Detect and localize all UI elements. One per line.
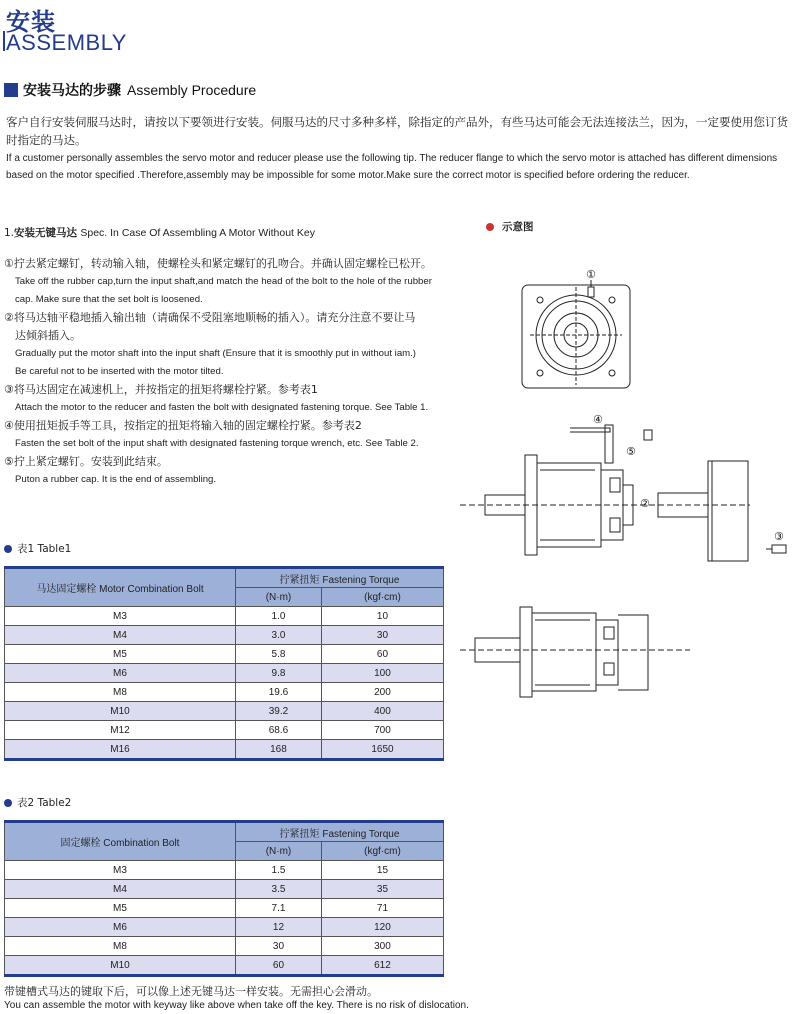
marker-3: ③ <box>774 530 784 543</box>
step-1-en-line1: Take off the rubber cap,turn the input shaft,and match the head of the bolt to the hole of the rubber <box>15 276 432 287</box>
table2-unit-kgfcm: (kgf·cm) <box>321 842 443 861</box>
table1-label <box>4 541 71 556</box>
table-row: M10 39.2 400 <box>5 702 444 721</box>
marker-1: ① <box>586 268 596 281</box>
table2-unit-nm: (N·m) <box>236 842 322 861</box>
blue-dot-icon <box>4 545 12 553</box>
side-view-exploded <box>460 425 786 561</box>
step-5-cn: ⑤拧上紧定螺钉。安装到此结束。 <box>4 455 168 468</box>
table-row: M4 3.0 30 <box>5 626 444 645</box>
table-row: M8 19.6 200 <box>5 683 444 702</box>
diagram-label-text: 示意图 <box>502 221 534 233</box>
table-row: M4 3.5 35 <box>5 880 444 899</box>
step-4-en: Fasten the set bolt of the input shaft with designated fastening torque wrench, etc. See Table 2. <box>15 438 419 449</box>
step-2-cn-cont: 达倾斜插入。 <box>15 329 81 342</box>
blue-dot-icon <box>4 799 12 807</box>
step-2-en-line1: Gradually put the motor shaft into the input shaft (Ensure that it is smoothly put in without iam.) <box>15 348 417 359</box>
table1-unit-nm: (N·m) <box>236 588 322 607</box>
table2 <box>4 820 444 977</box>
table2-torque-header: 拧紧扭矩 Fastening Torque <box>236 822 444 842</box>
intro-text-en: If a customer personally assembles the servo motor and reducer please use the following tip. The reducer flange to which the servo motor is attached has different dimensions based on the motor specified .Therefore,assembly may be impossible for some motor.Make sure the correct motor is specified before ordering the reducer. <box>6 153 778 181</box>
table1 <box>4 566 444 761</box>
step-3-en: Attach the motor to the reducer and fasten the bolt with designated fastening torque. See Table 1. <box>15 402 429 413</box>
step-heading-number: 1. <box>4 227 15 239</box>
step-1-cn: ①拧去紧定螺钉，转动输入轴，使螺栓头和紧定螺钉的孔吻合。并确认固定螺栓已松开。 <box>4 257 432 270</box>
side-view-assembled <box>460 607 690 697</box>
section-title-cn: 安装马达的步骤 <box>23 83 121 99</box>
table2-col-bolt-header: 固定螺栓 Combination Bolt <box>5 822 236 861</box>
steps-list <box>4 255 444 489</box>
table-row: M5 7.1 71 <box>5 899 444 918</box>
table-row: M10 60 612 <box>5 956 444 976</box>
table-row: M8 30 300 <box>5 937 444 956</box>
step-heading-en: Spec. In Case Of Assembling A Motor Without Key <box>80 227 315 239</box>
step-4-cn: ④使用扭矩扳手等工具，按指定的扭矩将输入轴的固定螺栓拧紧。参考表2 <box>4 419 362 432</box>
table2-label-text: 表2 Table2 <box>17 797 72 809</box>
table1-unit-kgfcm: (kgf·cm) <box>321 588 443 607</box>
section-title-en: Assembly Procedure <box>127 82 257 98</box>
table1-col-bolt-header: 马达固定螺栓 Motor Combination Bolt <box>5 568 236 607</box>
footer-note-cn: 带键槽式马达的键取下后，可以像上述无键马达一样安装。无需担心会滑动。 <box>4 985 378 998</box>
assembly-diagram <box>450 235 795 705</box>
marker-4: ④ <box>593 413 603 426</box>
section-square-icon <box>4 83 18 97</box>
table-row: M3 1.0 10 <box>5 607 444 626</box>
marker-2: ② <box>640 497 650 510</box>
step-5-en: Puton a rubber cap. It is the end of assembling. <box>15 474 217 485</box>
intro-text-cn: 客户自行安装伺服马达时，请按以下要领进行安装。伺服马达的尺寸多种多样，除指定的产品外，有些马达可能会无法连接法兰，因为，一定要使用您订货时指定的马达。 <box>6 115 788 147</box>
step-2-cn: ②将马达轴平稳地插入输出轴（请确保不受阻塞地顺畅的插入）。请充分注意不要让马 <box>4 311 416 324</box>
front-view <box>522 280 630 388</box>
step-2-en-line2: Be careful not to be inserted with the motor tilted. <box>15 366 224 377</box>
table2-label <box>4 795 71 810</box>
table-row: M16 168 1650 <box>5 740 444 760</box>
table-row: M5 5.8 60 <box>5 645 444 664</box>
step-heading-cn: 安装无键马达 <box>14 227 78 239</box>
diagram-label <box>486 219 534 234</box>
title-accent-bar <box>3 31 5 51</box>
page-title-en: ASSEMBLY <box>6 30 127 55</box>
step-1-en-line2: cap. Make sure that the set bolt is loosened. <box>15 294 203 305</box>
table-row: M6 12 120 <box>5 918 444 937</box>
table1-label-text: 表1 Table1 <box>17 543 72 555</box>
table-row: M6 9.8 100 <box>5 664 444 683</box>
table-row: M3 1.5 15 <box>5 861 444 880</box>
page-title-cn: 安装 <box>6 8 56 36</box>
table1-torque-header: 拧紧扭矩 Fastening Torque <box>236 568 444 588</box>
section-heading <box>4 80 256 100</box>
step-heading <box>4 225 315 240</box>
footer-note-en: You can assemble the motor with keyway like above when take off the key. There is no risk of dislocation. <box>4 1000 469 1011</box>
marker-5: ⑤ <box>626 445 636 458</box>
table-row: M12 68.6 700 <box>5 721 444 740</box>
step-3-cn: ③将马达固定在减速机上，并按指定的扭矩将螺栓拧紧。参考表1 <box>4 383 318 396</box>
red-dot-icon <box>486 223 494 231</box>
